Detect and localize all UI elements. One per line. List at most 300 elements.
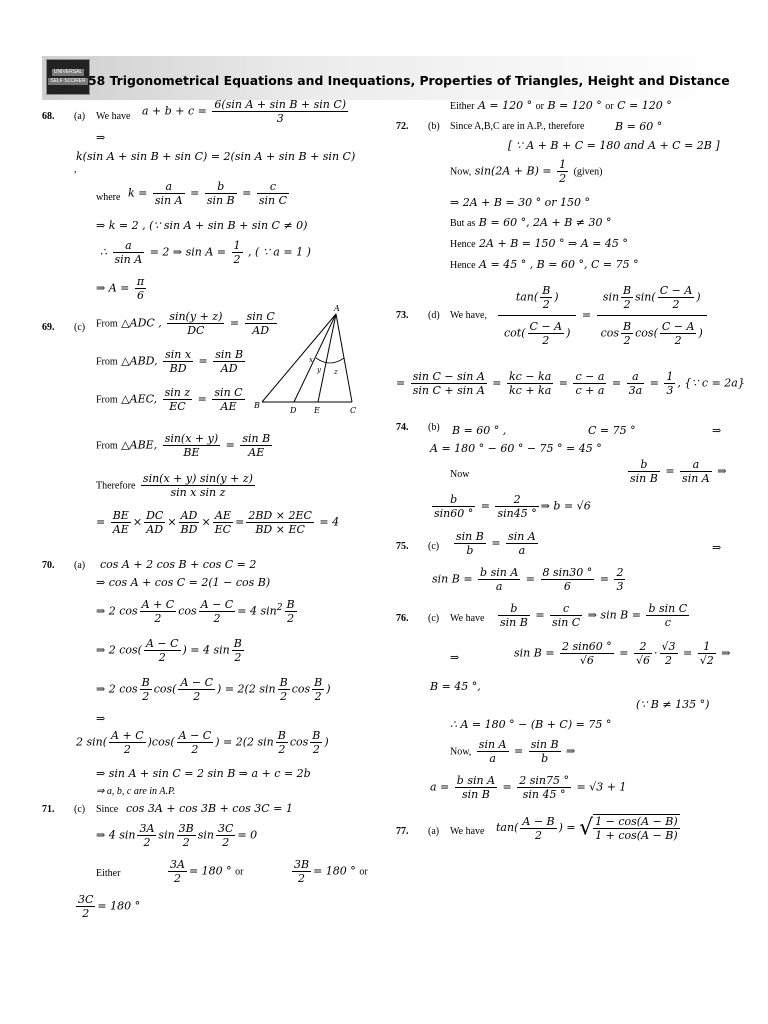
fraction [140, 676, 152, 703]
triangle-diagram [254, 302, 364, 414]
eq-part: sin [602, 290, 620, 304]
equation [96, 472, 257, 499]
denominator: cos $\frac{B}{2}$ cos( $\frac{C - A}{2}$ ) [600, 320, 703, 347]
denominator: 6 [563, 580, 571, 593]
fraction [627, 370, 645, 397]
logo-line: SELF SCORER [50, 78, 86, 84]
text: We have [450, 826, 485, 837]
numerator: b [498, 602, 530, 616]
fraction [177, 729, 214, 756]
fraction [432, 493, 475, 520]
numerator: 2 [616, 566, 624, 579]
equation [450, 99, 672, 112]
arrow: ⇒ [450, 651, 460, 664]
numerator: A − C [178, 729, 212, 742]
page-header [42, 56, 730, 100]
text: Therefore [96, 480, 136, 492]
label-e: E [314, 406, 320, 414]
denominator: BE [183, 446, 200, 459]
equation: C = 75 ° [588, 424, 636, 437]
fraction [257, 180, 289, 207]
denominator: AE [112, 523, 129, 536]
option-label: (c) [74, 322, 86, 333]
eq-part: ⇒ b = √6 [540, 499, 591, 513]
denominator: √6 [579, 654, 594, 667]
page-number: 58 [88, 73, 106, 88]
denominator: sin45 ° [497, 507, 537, 520]
numerator: A − C [145, 637, 179, 650]
fraction [593, 814, 679, 842]
fraction [278, 676, 290, 703]
denominator: sin B [630, 472, 658, 485]
fraction [109, 729, 146, 756]
numerator: B [542, 284, 551, 297]
denominator: sin C + sin A [412, 384, 485, 397]
fraction [528, 320, 565, 347]
denominator: 2 [182, 836, 190, 849]
denominator: sin A [154, 194, 183, 207]
denominator: b [541, 752, 549, 765]
page-title [88, 73, 730, 88]
fraction [541, 566, 595, 593]
equation: tan( $\frac{B}{2}$ ) cot( $\frac{C - A}{2}$ ) = sin $\frac{B}{2}$ sin( $\frac{C - A}{2}$ ) cos $\frac{B}{2}$ cos( $\frac{C - A}{2}$ ) [496, 280, 709, 351]
denominator: sin B [461, 788, 490, 801]
option-label: (d) [428, 310, 440, 321]
fraction [614, 566, 625, 593]
arrow: ⇒ [96, 712, 106, 725]
equation [450, 237, 628, 250]
text: or [535, 101, 544, 112]
fraction [168, 858, 187, 885]
fraction [478, 566, 520, 593]
label-c: C [350, 406, 357, 414]
numerator: c [550, 602, 582, 616]
numerator: B [233, 637, 242, 650]
eq-part: A = 120 ° [477, 99, 533, 112]
equation: k(sin A + sin B + sin C) = 2(sin A + sin B + sin C) [76, 150, 356, 163]
side-ab [262, 314, 336, 402]
denominator: 2 [672, 298, 680, 311]
equation: ⇒ 4 sin $\frac{3A}{2}$ sin $\frac{3B}{2}$ sin $\frac{3C}{2}$ = 0 [96, 822, 258, 849]
denominator: b [466, 544, 474, 557]
option-label: (b) [428, 422, 440, 433]
text: But as [450, 218, 476, 229]
fraction [213, 509, 233, 536]
fraction [540, 284, 552, 311]
numerator: tan( $\frac{B}{2}$ ) [498, 280, 576, 316]
denominator: 2 [233, 253, 241, 266]
eq-part: B = 60 °, 2A + B ≠ 30 ° [478, 216, 612, 229]
eq-part: = 180 ° [188, 864, 232, 878]
numerator: sin(x + y) sin(y + z) [142, 472, 253, 485]
text: (given) [573, 166, 603, 178]
equation [142, 98, 350, 125]
fraction [135, 275, 146, 302]
text: Hence [450, 239, 476, 250]
numerator: sin z [164, 386, 191, 399]
numerator: A − C [180, 676, 214, 689]
question-number: 69. [42, 322, 55, 333]
fraction [455, 774, 497, 801]
equation [290, 858, 368, 885]
equation: 2 sin( $\frac{A + C}{2}$ )cos( $\frac{A - C}{2}$ ) = 2(2 sin $\frac{B}{2}$ cos $\frac{B}{2}$ ) [76, 729, 329, 756]
numerator: 1 [233, 239, 241, 252]
denominator: 3 [276, 112, 284, 125]
denominator: 2 [298, 872, 306, 885]
numerator: 2 sin75 ° [519, 774, 569, 787]
denominator: 2 [193, 690, 201, 703]
numerator: B [312, 729, 321, 742]
text: Hence [450, 260, 476, 271]
denominator: sin60 ° [434, 507, 474, 520]
fraction [628, 458, 660, 485]
numerator: B [314, 676, 323, 689]
equation: B = 45 °, [430, 680, 481, 693]
denominator: 2 [143, 836, 151, 849]
option-label: (c) [428, 541, 440, 552]
denominator: 2 [542, 298, 550, 311]
text: where [96, 192, 121, 203]
fraction [495, 493, 538, 520]
fraction [178, 676, 215, 703]
text: , [74, 164, 77, 175]
denominator: AD [252, 324, 270, 337]
fraction [232, 637, 244, 664]
numerator: 1 [698, 640, 716, 654]
eq-part: = 4 [319, 515, 340, 529]
eq-part: = 2 ⇒ sin A = [149, 245, 227, 259]
fraction [199, 598, 236, 625]
numerator: B [623, 320, 632, 333]
arrow: ⇒ [96, 131, 106, 144]
fraction [212, 98, 348, 125]
denominator: sin B [500, 616, 528, 629]
option-label: (c) [74, 804, 86, 815]
denominator: sin A [682, 472, 710, 485]
fraction [144, 637, 181, 664]
text: From [96, 356, 118, 368]
numerator: sin A [508, 530, 536, 543]
numerator: sin C [246, 310, 275, 323]
equation: = $\frac{BE}{AE}$ × $\frac{DC}{AD}$ × $\frac{AD}{BD}$ × $\frac{AE}{EC}$ = $\frac{2BD \times 2EC}{BD \times EC}$ = 4 [96, 509, 340, 536]
numerator: AD [179, 509, 200, 523]
numerator: sin C − sin A [412, 370, 485, 383]
equation: k = $\frac{a}{\text{sin A}}$ = $\frac{b}{\text{sin B}}$ = $\frac{c}{\text{sin C}}$ [128, 180, 288, 207]
numerator: sin(y + z) [169, 310, 223, 323]
numerator: C − A [529, 320, 563, 333]
fraction [477, 738, 509, 765]
denominator: 2 [142, 690, 150, 703]
question-number: 71. [42, 804, 55, 815]
equation: ⇒ 2 cos( $\frac{A - C}{2}$ ) = 4 sin $\frac{B}{2}$ [96, 637, 242, 664]
fraction [660, 640, 678, 667]
denominator: AD [146, 523, 164, 536]
label-x: x [309, 356, 313, 364]
option-label: (a) [428, 826, 440, 837]
equation: a = $\frac{\text{b sin A}}{\text{sin B}}$ = $\frac{2 \sin 75 ^\circ}{\sin 45 ^\circ}$ = √3 + 1 [430, 774, 627, 801]
fraction [111, 509, 131, 536]
option-label: (c) [428, 613, 440, 624]
text: From [96, 318, 118, 330]
equation: ⇒ cos A + cos C = 2(1 − cos B) [96, 576, 271, 589]
numerator: 1 [666, 370, 674, 383]
equation: $\frac{b}{\text{sin B}}$ = $\frac{a}{\text{sin A}}$ ⇒ [630, 458, 727, 485]
option-label: (b) [428, 121, 440, 132]
fraction [113, 239, 145, 266]
label-b: B [254, 401, 260, 410]
denominator: BD × EC [255, 523, 305, 536]
fraction [167, 310, 224, 337]
fraction [411, 370, 487, 397]
denominator: 2 [222, 836, 230, 849]
equation: B = 60 ° [615, 120, 663, 133]
numerator: A − C [200, 598, 234, 611]
numerator: 3C [78, 893, 94, 906]
label-y: y [317, 366, 321, 374]
text: Now [450, 469, 470, 480]
eq-part: , ( ∵ a = 1 ) [248, 245, 311, 259]
equation: sin B = $\frac{2 \sin 60 ^\circ}{√6}$ = $\frac{2}{√6}$ · $\frac{√3}{2}$ = $\frac{1}{√2}$ ⇒ [514, 640, 731, 667]
denominator: 2 [234, 651, 242, 664]
eq-part: k = [128, 186, 148, 200]
eq-part: ⇒ A = [96, 281, 130, 295]
eq-part: = 180 ° [97, 899, 141, 913]
numerator: 2BD × 2EC [248, 509, 312, 522]
equation [450, 258, 639, 271]
eq-part: sin [635, 290, 652, 304]
denominator: 2 [559, 172, 567, 185]
fraction [560, 640, 614, 667]
fraction [163, 348, 193, 375]
text: Now, [450, 166, 472, 178]
numerator: 1 [559, 158, 567, 171]
fraction [660, 320, 697, 347]
denominator: 2 [123, 743, 131, 756]
denominator: 2 [312, 743, 320, 756]
numerator: b sin C [648, 602, 688, 615]
fraction [634, 640, 652, 667]
numerator: 1 − cos(A − B) [595, 815, 678, 828]
equation: From △AEC, $\frac{\text{sin z}}{EC}$ = $\frac{\text{sin C}}{AE}$ [96, 386, 243, 413]
equation [100, 239, 311, 266]
equation [450, 158, 602, 185]
fraction [312, 676, 324, 703]
denominator: 2 [154, 612, 162, 625]
fraction [179, 509, 200, 536]
label-a: A [334, 304, 340, 313]
fraction [557, 158, 568, 185]
denominator: 2 [82, 907, 90, 920]
fraction [232, 239, 243, 266]
denominator: c [664, 616, 671, 629]
denominator: 2 [665, 654, 673, 667]
fraction [520, 815, 556, 842]
denominator: kc + ka [509, 384, 552, 397]
denominator: 2 [278, 743, 286, 756]
numerator: c [257, 180, 289, 194]
text: or [359, 866, 368, 878]
fraction [498, 602, 530, 629]
denominator: EC [169, 400, 186, 413]
numerator: b sin A [480, 566, 519, 579]
denominator: 2 [191, 743, 199, 756]
eq-part: cos [600, 326, 620, 340]
fraction [597, 280, 707, 351]
fraction [285, 598, 297, 625]
numerator: sin(x + y) [164, 432, 219, 445]
equation: Now, $\frac{\text{sin A}}{a}$ = $\frac{\text{sin B}}{b}$ ⇒ [450, 738, 576, 765]
eq-part: sin B = [514, 646, 555, 660]
eq-part: △ABE, [121, 438, 158, 452]
fraction [573, 370, 606, 397]
eq-part: = 180 ° [313, 864, 356, 878]
numerator: b [205, 180, 237, 194]
fraction [292, 858, 311, 885]
numerator: B [623, 284, 632, 297]
numerator: B [279, 676, 288, 689]
label-d: D [290, 406, 297, 414]
numerator: sin $\frac{B}{2}$ sin( $\frac{C - A}{2}$ ) [597, 280, 707, 316]
equation: $\frac{b}{\sin 60 ^\circ}$ = $\frac{2}{\sin 45 ^\circ}$ ⇒ b = √6 [434, 493, 591, 520]
numerator: kc − ka [509, 370, 552, 383]
fraction [680, 458, 712, 485]
fraction [276, 729, 288, 756]
therefore-symbol: ∴ [100, 245, 107, 259]
question-number: 70. [42, 560, 55, 571]
denominator: BD [169, 362, 187, 375]
segment-ae [318, 314, 336, 402]
fraction [140, 598, 177, 625]
denominator: 2 [280, 690, 288, 703]
denominator: 2 [674, 334, 682, 347]
fraction [498, 280, 576, 351]
numerator: sin B [242, 432, 271, 445]
eq-part: △ADC , [121, 316, 162, 330]
text: Either [450, 101, 475, 112]
publisher-logo [46, 59, 90, 95]
equation: $\frac{b}{\text{sin B}}$ = $\frac{c}{\text{sin C}}$ ⇒ sin B = $\frac{\text{b sin C}}{c}$ [500, 602, 688, 629]
eq-part: sin B = [432, 572, 473, 586]
segment-ad [294, 314, 336, 402]
numerator: b sin A [456, 774, 496, 787]
fraction [163, 432, 220, 459]
numerator: sin x [165, 348, 192, 361]
eq-part: , {∵ c = 2a} [677, 376, 745, 390]
eq-part: a + b + c = [142, 104, 207, 118]
numerator: 6(sin A + sin B + sin C) [214, 98, 347, 111]
denominator: sin 45 ° [522, 788, 566, 801]
text: From [96, 440, 118, 452]
eq-part: A = 45 ° , B = 60 °, C = 75 ° [479, 258, 639, 271]
arrow: ⇒ [712, 424, 722, 437]
eq-part: △AEC, [121, 392, 158, 406]
fraction [517, 774, 571, 801]
text: Now, [450, 746, 472, 758]
denominator: 2 [314, 690, 322, 703]
denominator: sin x sin z [170, 486, 226, 499]
denominator: cot( $\frac{C - A}{2}$ ) [504, 320, 571, 347]
fraction [144, 509, 165, 536]
eq-part: tan [496, 821, 515, 834]
numerator: 3A [139, 822, 155, 835]
numerator: √3 [661, 640, 676, 653]
equation [166, 858, 244, 885]
denominator: 3 [666, 384, 674, 397]
numerator: B [286, 598, 295, 611]
denominator: AD [220, 362, 238, 375]
chapter-title: Trigonometrical Equations and Inequations, Properties of Triangles, Height and Distance [109, 73, 730, 88]
question-number: 75. [396, 541, 409, 552]
text: We have [450, 613, 485, 624]
numerator: sin B [215, 348, 244, 361]
eq-part: △ABD, [121, 354, 158, 368]
denominator: sin C [552, 616, 581, 629]
text: Since [96, 804, 119, 815]
text: We have, [450, 310, 487, 321]
equation: (∵ B ≠ 135 °) [636, 698, 710, 711]
eq-part: cos [635, 326, 654, 340]
denominator: 6 [136, 289, 144, 302]
denominator: 1 + cos(A − B) [595, 829, 678, 842]
question-number: 74. [396, 422, 409, 433]
question-number: 77. [396, 826, 409, 837]
numerator: 2 sin60 ° [562, 640, 612, 653]
text: We have [96, 111, 131, 122]
equation: ∴ A = 180 ° − (B + C) = 75 ° [450, 718, 612, 731]
numerator: A − B [522, 814, 555, 828]
fraction [216, 822, 235, 849]
denominator: BD [180, 523, 198, 536]
denominator: DC [187, 324, 205, 337]
fraction [240, 432, 272, 459]
equation: ⇒ 2 cos $\frac{B}{2}$ cos( $\frac{A - C}{2}$ ) = 2(2 sin $\frac{B}{2}$ cos $\frac{B}{2}$ ) [96, 676, 331, 703]
numerator: C − A [661, 320, 695, 333]
equation: ⇒ 2 cos $\frac{A + C}{2}$ cos $\frac{A - C}{2}$ = 4 $\sin^2$ $\frac{B}{2}$ [96, 598, 295, 625]
numerator: 2 [495, 493, 538, 507]
fraction [658, 284, 695, 311]
text: Either [96, 868, 121, 879]
numerator: A + C [141, 598, 175, 611]
numerator: 3C [218, 822, 234, 835]
text: or [235, 866, 244, 878]
fraction [506, 530, 538, 557]
equation [74, 893, 140, 920]
eq-part: tan [515, 290, 534, 304]
equation: ⇒ sin A + sin C = 2 sin B ⇒ a + c = 2b [96, 767, 311, 780]
equation: From △ABE, $\frac{\sin(x + y)}{BE}$ = $\frac{\text{sin B}}{AE}$ [96, 432, 271, 459]
numerator: B [141, 676, 150, 689]
numerator: 2 [634, 640, 652, 654]
numerator: sin B [530, 738, 559, 751]
denominator: 2 [287, 612, 295, 625]
equation: A = 180 ° − 60 ° − 75 ° = 45 ° [430, 442, 602, 455]
denominator: a [489, 752, 496, 765]
option-label: (a) [74, 560, 86, 571]
denominator: a [518, 544, 526, 557]
fraction [177, 822, 196, 849]
fraction [163, 386, 193, 413]
denominator: AE [248, 446, 265, 459]
equation [96, 275, 148, 302]
fraction [529, 738, 561, 765]
fraction [212, 386, 244, 413]
label-z: z [334, 368, 338, 376]
numerator: B [277, 729, 286, 742]
arrow: ⇒ [712, 541, 722, 554]
question-number: 76. [396, 613, 409, 624]
numerator: 8 sin30 ° [542, 566, 593, 579]
eq-part: a = [430, 780, 450, 794]
